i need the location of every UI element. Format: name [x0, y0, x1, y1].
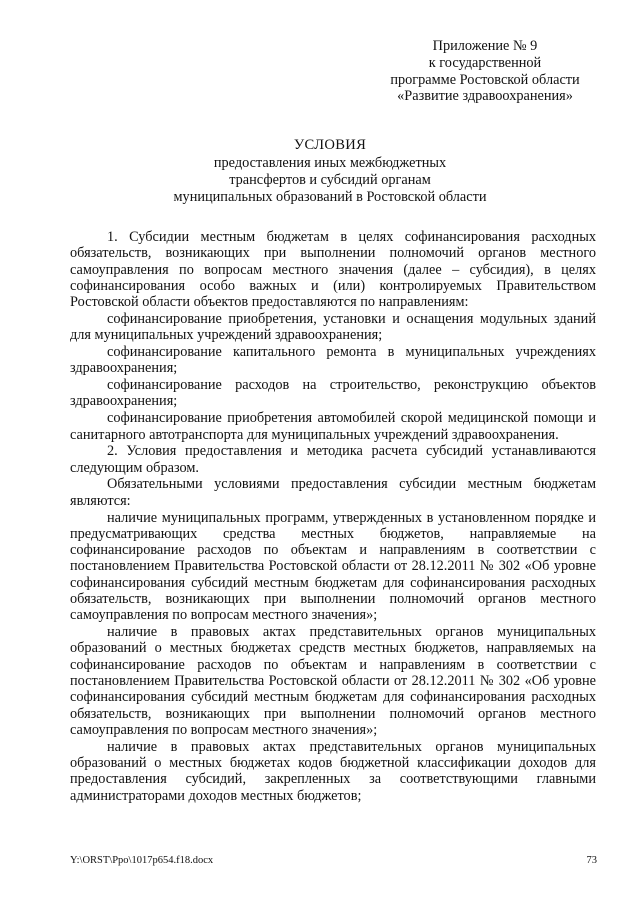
paragraph: наличие в правовых актах представительных органов муниципальных образований о местных бюджетах средств местных бюджетов, направляемых на софинансирование расходов по объектам и направлениям в соответствии с постановлением Правительства Ростовской области от 28.12.2011 № 302 «Об уровне софинансирования субсидий местным бюджетам для софинансирования расходных обязательств, возникающих при выполнении полномочий органов местного самоуправления по вопросам местного значения»;	[70, 624, 596, 738]
document-title	[60, 137, 600, 206]
paragraph: софинансирование расходов на строительство, реконструкцию объектов здравоохранения;	[70, 377, 596, 410]
paragraph: 1. Субсидии местным бюджетам в целях софинансирования расходных обязательств, возникающих при выполнении полномочий органов местного самоуправления по вопросам местного значения (далее – субсидия), в целях софинансирования особо важных и (или) контролируемых Правительством Ростовской области объектов предоставляются по направлениям:	[70, 229, 596, 311]
paragraph: наличие муниципальных программ, утвержденных в установленном порядке и предусматривающих средства местных бюджетов, направляемые на софинансирование расходов по объектам и направлениям в соответствии с постановлением Правительства Ростовской области от 28.12.2011 № 302 «Об уровне софинансирования субсидий местным бюджетам для софинансирования расходных обязательств, возникающих при выполнении полномочий органов местного самоуправления по вопросам местного значения»;	[70, 509, 596, 624]
title-line: предоставления иных межбюджетных	[213, 155, 447, 171]
appendix-line: к государственной	[428, 54, 542, 71]
document-body	[70, 229, 596, 804]
appendix-line: Приложение № 9	[432, 38, 538, 54]
title-line: трансфертов и субсидий органам	[229, 172, 431, 188]
appendix-block	[360, 38, 610, 105]
paragraph: наличие в правовых актах представительных органов муниципальных образований о местных бюджетах кодов бюджетной классификации доходов для предоставления субсидий, закрепленных за соответствующими главными администраторами доходов местных бюджетов;	[70, 738, 596, 804]
paragraph: софинансирование приобретения автомобилей скорой медицинской помощи и санитарного автотранспорта для муниципальных учреждений здравоохранения.	[70, 410, 596, 443]
title-heading: УСЛОВИЯ	[293, 137, 367, 153]
paragraph: 2. Условия предоставления и методика расчета субсидий устанавливаются следующим образом.	[70, 443, 596, 476]
page-number: 73	[586, 855, 597, 866]
appendix-line: «Развитие здравоохранения»	[397, 88, 573, 105]
footer-file-path: Y:\ORST\Ppo\1017p654.f18.docx	[70, 855, 214, 866]
title-line: муниципальных образований в Ростовской области	[173, 189, 487, 205]
appendix-line: программе Ростовской области	[390, 71, 580, 88]
paragraph: софинансирование приобретения, установки и оснащения модульных зданий для муниципальных учреждений здравоохранения;	[70, 310, 596, 344]
paragraph: Обязательными условиями предоставления субсидии местным бюджетам являются:	[70, 476, 596, 509]
paragraph: софинансирование капитального ремонта в муниципальных учреждениях здравоохранения;	[70, 344, 596, 377]
